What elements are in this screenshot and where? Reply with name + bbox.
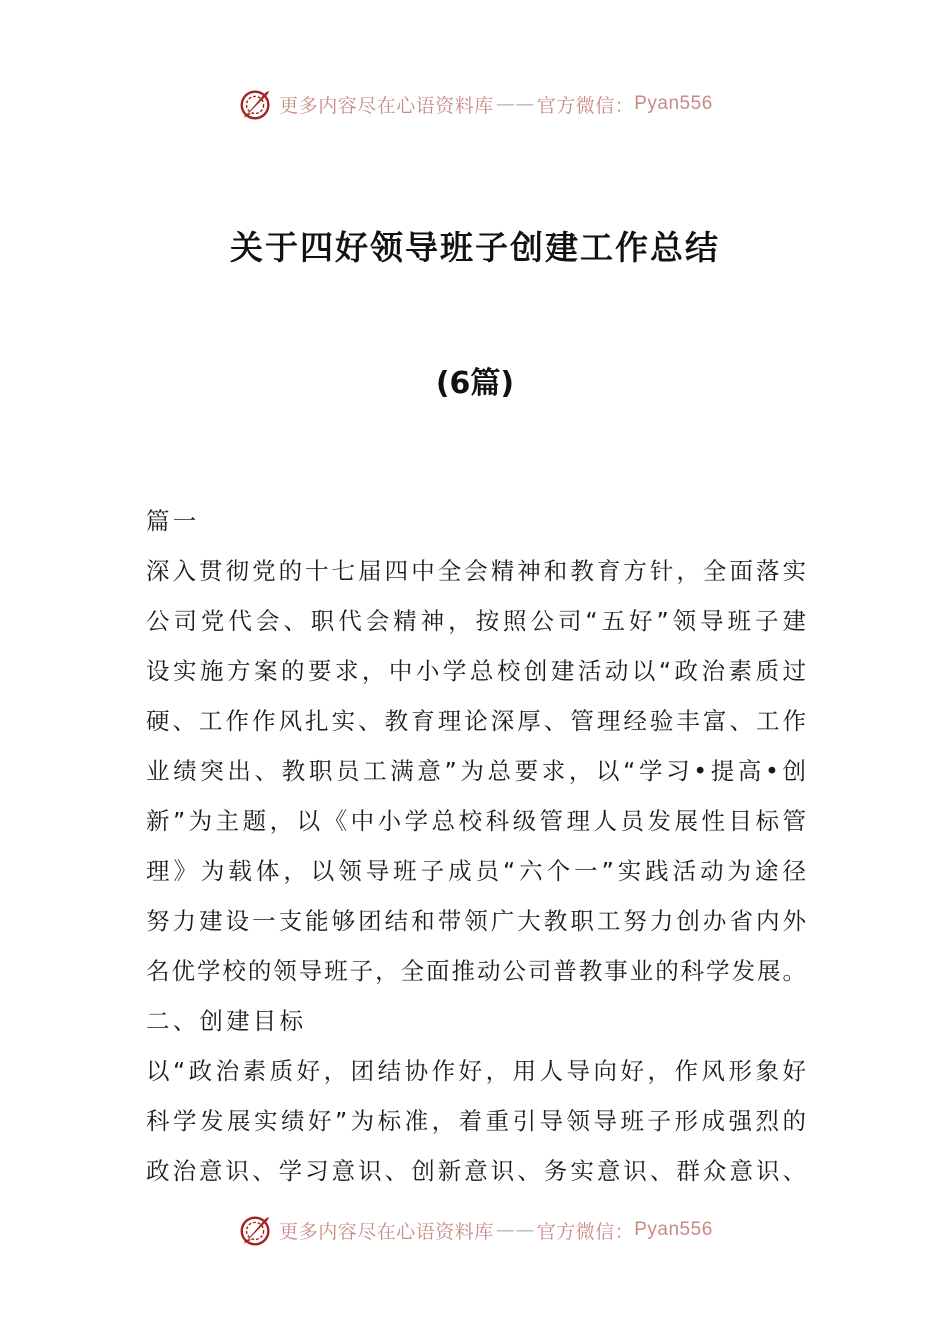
body-line: 公司党代会、职代会精神，按照公司“五好”领导班子建 bbox=[146, 607, 806, 635]
footer-watermark bbox=[0, 1210, 950, 1250]
quill-logo-icon bbox=[237, 85, 275, 123]
body-line: 名优学校的领导班子，全面推动公司普教事业的科学发展。 bbox=[146, 957, 806, 985]
document-title: 关于四好领导班子创建工作总结 bbox=[230, 228, 720, 267]
watermark-dash: —— bbox=[495, 1219, 535, 1241]
body-line: 二、创建目标 bbox=[146, 1007, 307, 1035]
body-line: 篇一 bbox=[146, 507, 200, 535]
body-line: 硬、工作作风扎实、教育理论深厚、管理经验丰富、工作 bbox=[146, 707, 806, 735]
body-line: 理》为载体，以领导班子成员“六个一”实践活动为途径 bbox=[146, 857, 806, 885]
body-line: 科学发展实绩好”为标准，着重引导领导班子形成强烈的 bbox=[146, 1107, 806, 1135]
watermark-id: Pyan556 bbox=[634, 93, 713, 114]
watermark-brand: 更多内容尽在心语资料库 bbox=[279, 94, 494, 117]
body-line: 政治意识、学习意识、创新意识、务实意识、群众意识、 bbox=[146, 1157, 806, 1185]
body-line: 新”为主题，以《中小学总校科级管理人员发展性目标管 bbox=[146, 807, 806, 835]
body-line: 以“政治素质好，团结协作好，用人导向好，作风形象好 bbox=[146, 1057, 806, 1085]
document-subtitle: (6篇) bbox=[435, 366, 515, 401]
body-line: 业绩突出、教职员工满意”为总要求，以“学习•提高•创 bbox=[146, 757, 806, 785]
document-body bbox=[146, 496, 806, 1196]
watermark-dash: —— bbox=[495, 93, 535, 115]
watermark-label: 官方微信： bbox=[536, 1220, 635, 1243]
watermark-id: Pyan556 bbox=[634, 1219, 713, 1240]
body-line: 努力建设一支能够团结和带领广大教职工努力创办省内外 bbox=[146, 907, 806, 935]
quill-logo-icon bbox=[237, 1211, 275, 1249]
body-line: 深入贯彻党的十七届四中全会精神和教育方针，全面落实 bbox=[146, 557, 806, 585]
header-watermark bbox=[0, 84, 950, 124]
watermark-brand: 更多内容尽在心语资料库 bbox=[279, 1220, 494, 1243]
body-line: 设实施方案的要求，中小学总校创建活动以“政治素质过 bbox=[146, 657, 806, 685]
watermark-label: 官方微信： bbox=[536, 94, 635, 117]
